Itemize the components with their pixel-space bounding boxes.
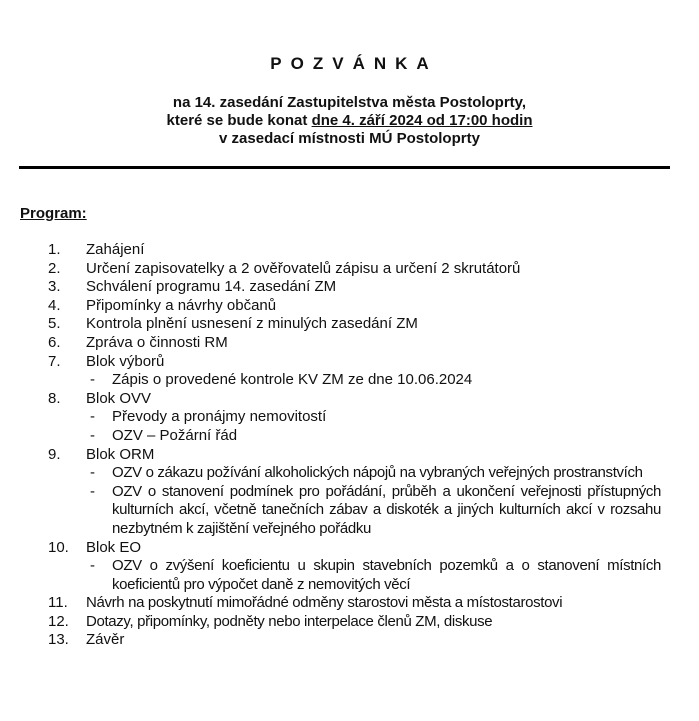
meeting-date-time: dne 4. září 2024 od 17:00 hodin bbox=[311, 112, 533, 129]
program-item-13 bbox=[0, 631, 699, 650]
item-text: Určení zapisovatelky a 2 ověřovatelů zápisu a určení 2 skrutátorů bbox=[86, 259, 521, 277]
program-list bbox=[0, 241, 699, 650]
item-text: Zahájení bbox=[86, 241, 145, 258]
program-subitem bbox=[0, 408, 699, 427]
subitem-text: OZV o zákazu požívání alkoholických nápojů na vybraných veřejných prostranstvích bbox=[112, 464, 643, 482]
item-number: 1. bbox=[48, 241, 61, 258]
item-number: 7. bbox=[48, 352, 61, 370]
program-item-5 bbox=[0, 315, 699, 334]
item-text: Blok EO bbox=[86, 538, 142, 556]
item-number: 5. bbox=[48, 315, 61, 333]
item-text: Závěr bbox=[86, 631, 125, 649]
subitem-text: OZV – Požární řád bbox=[112, 426, 238, 444]
dash-bullet: - bbox=[90, 557, 95, 575]
item-text: Návrh na poskytnutí mimořádné odměny starostovi města a místostarostovi bbox=[86, 594, 563, 612]
item-number: 8. bbox=[48, 389, 61, 407]
program-item-4 bbox=[0, 297, 699, 316]
item-number: 2. bbox=[48, 259, 61, 277]
subitem-text: OZV o zvýšení koeficientu u skupin stavebních pozemků a o stanovení místních koeficientů pro výpočet daně z nemovitých věcí bbox=[112, 557, 661, 593]
program-item-2 bbox=[0, 260, 699, 279]
horizontal-divider bbox=[19, 166, 670, 169]
document-title: POZVÁNKA bbox=[270, 54, 438, 73]
meeting-info bbox=[0, 94, 699, 148]
subitem-text: Zápis o provedené kontrole KV ZM ze dne 10.06.2024 bbox=[112, 371, 473, 389]
item-number: 10. bbox=[48, 538, 69, 556]
program-subitem bbox=[0, 371, 699, 390]
meeting-info-line-2 bbox=[0, 112, 699, 130]
program-item-10 bbox=[0, 539, 699, 558]
dash-bullet: - bbox=[90, 482, 95, 500]
dash-bullet: - bbox=[90, 371, 95, 389]
subitem-text: OZV o stanovení podmínek pro pořádání, průběh a ukončení veřejnosti přístupných kulturních akcí, včetně tanečních zábav a diskoték a jiných kulturních akcí v rozsahu nezbytném k zajištění veřejného pořádku bbox=[112, 482, 661, 537]
program-item-1 bbox=[0, 241, 699, 260]
item-number: 6. bbox=[48, 333, 61, 351]
item-text: Kontrola plnění usnesení z minulých zasedání ZM bbox=[86, 315, 418, 333]
meeting-info-line-1: na 14. zasedání Zastupitelstva města Postoloprty, bbox=[172, 94, 527, 111]
item-text: Dotazy, připomínky, podněty nebo interpelace členů ZM, diskuse bbox=[86, 612, 493, 630]
program-item-6 bbox=[0, 334, 699, 353]
item-text: Blok ORM bbox=[86, 445, 155, 463]
meeting-info-line-3: v zasedací místnosti MÚ Postoloprty bbox=[219, 130, 480, 147]
dash-bullet: - bbox=[90, 426, 95, 444]
program-item-7 bbox=[0, 353, 699, 372]
item-number: 4. bbox=[48, 296, 61, 314]
dash-bullet: - bbox=[90, 464, 95, 482]
dash-bullet: - bbox=[90, 408, 95, 426]
program-item-12 bbox=[0, 613, 699, 632]
item-text: Blok OVV bbox=[86, 389, 152, 407]
meeting-info-prefix: které se bude konat bbox=[166, 112, 312, 129]
program-subitem bbox=[0, 464, 699, 483]
subitem-text: Převody a pronájmy nemovitostí bbox=[112, 408, 327, 426]
item-text: Zpráva o činnosti RM bbox=[86, 333, 228, 351]
item-number: 3. bbox=[48, 278, 61, 296]
item-number: 12. bbox=[48, 612, 69, 630]
program-item-8 bbox=[0, 390, 699, 409]
item-text: Blok výborů bbox=[86, 352, 165, 370]
item-number: 9. bbox=[48, 445, 61, 463]
program-item-3 bbox=[0, 278, 699, 297]
program-item-11 bbox=[0, 594, 699, 613]
item-text: Schválení programu 14. zasedání ZM bbox=[86, 278, 337, 296]
item-number: 13. bbox=[48, 631, 69, 649]
program-subitem bbox=[0, 427, 699, 446]
program-subitem bbox=[0, 483, 699, 539]
item-number: 11. bbox=[48, 594, 68, 612]
item-text: Připomínky a návrhy občanů bbox=[86, 296, 277, 314]
program-subitem bbox=[0, 557, 699, 594]
program-heading: Program: bbox=[20, 205, 87, 222]
program-item-9 bbox=[0, 446, 699, 465]
